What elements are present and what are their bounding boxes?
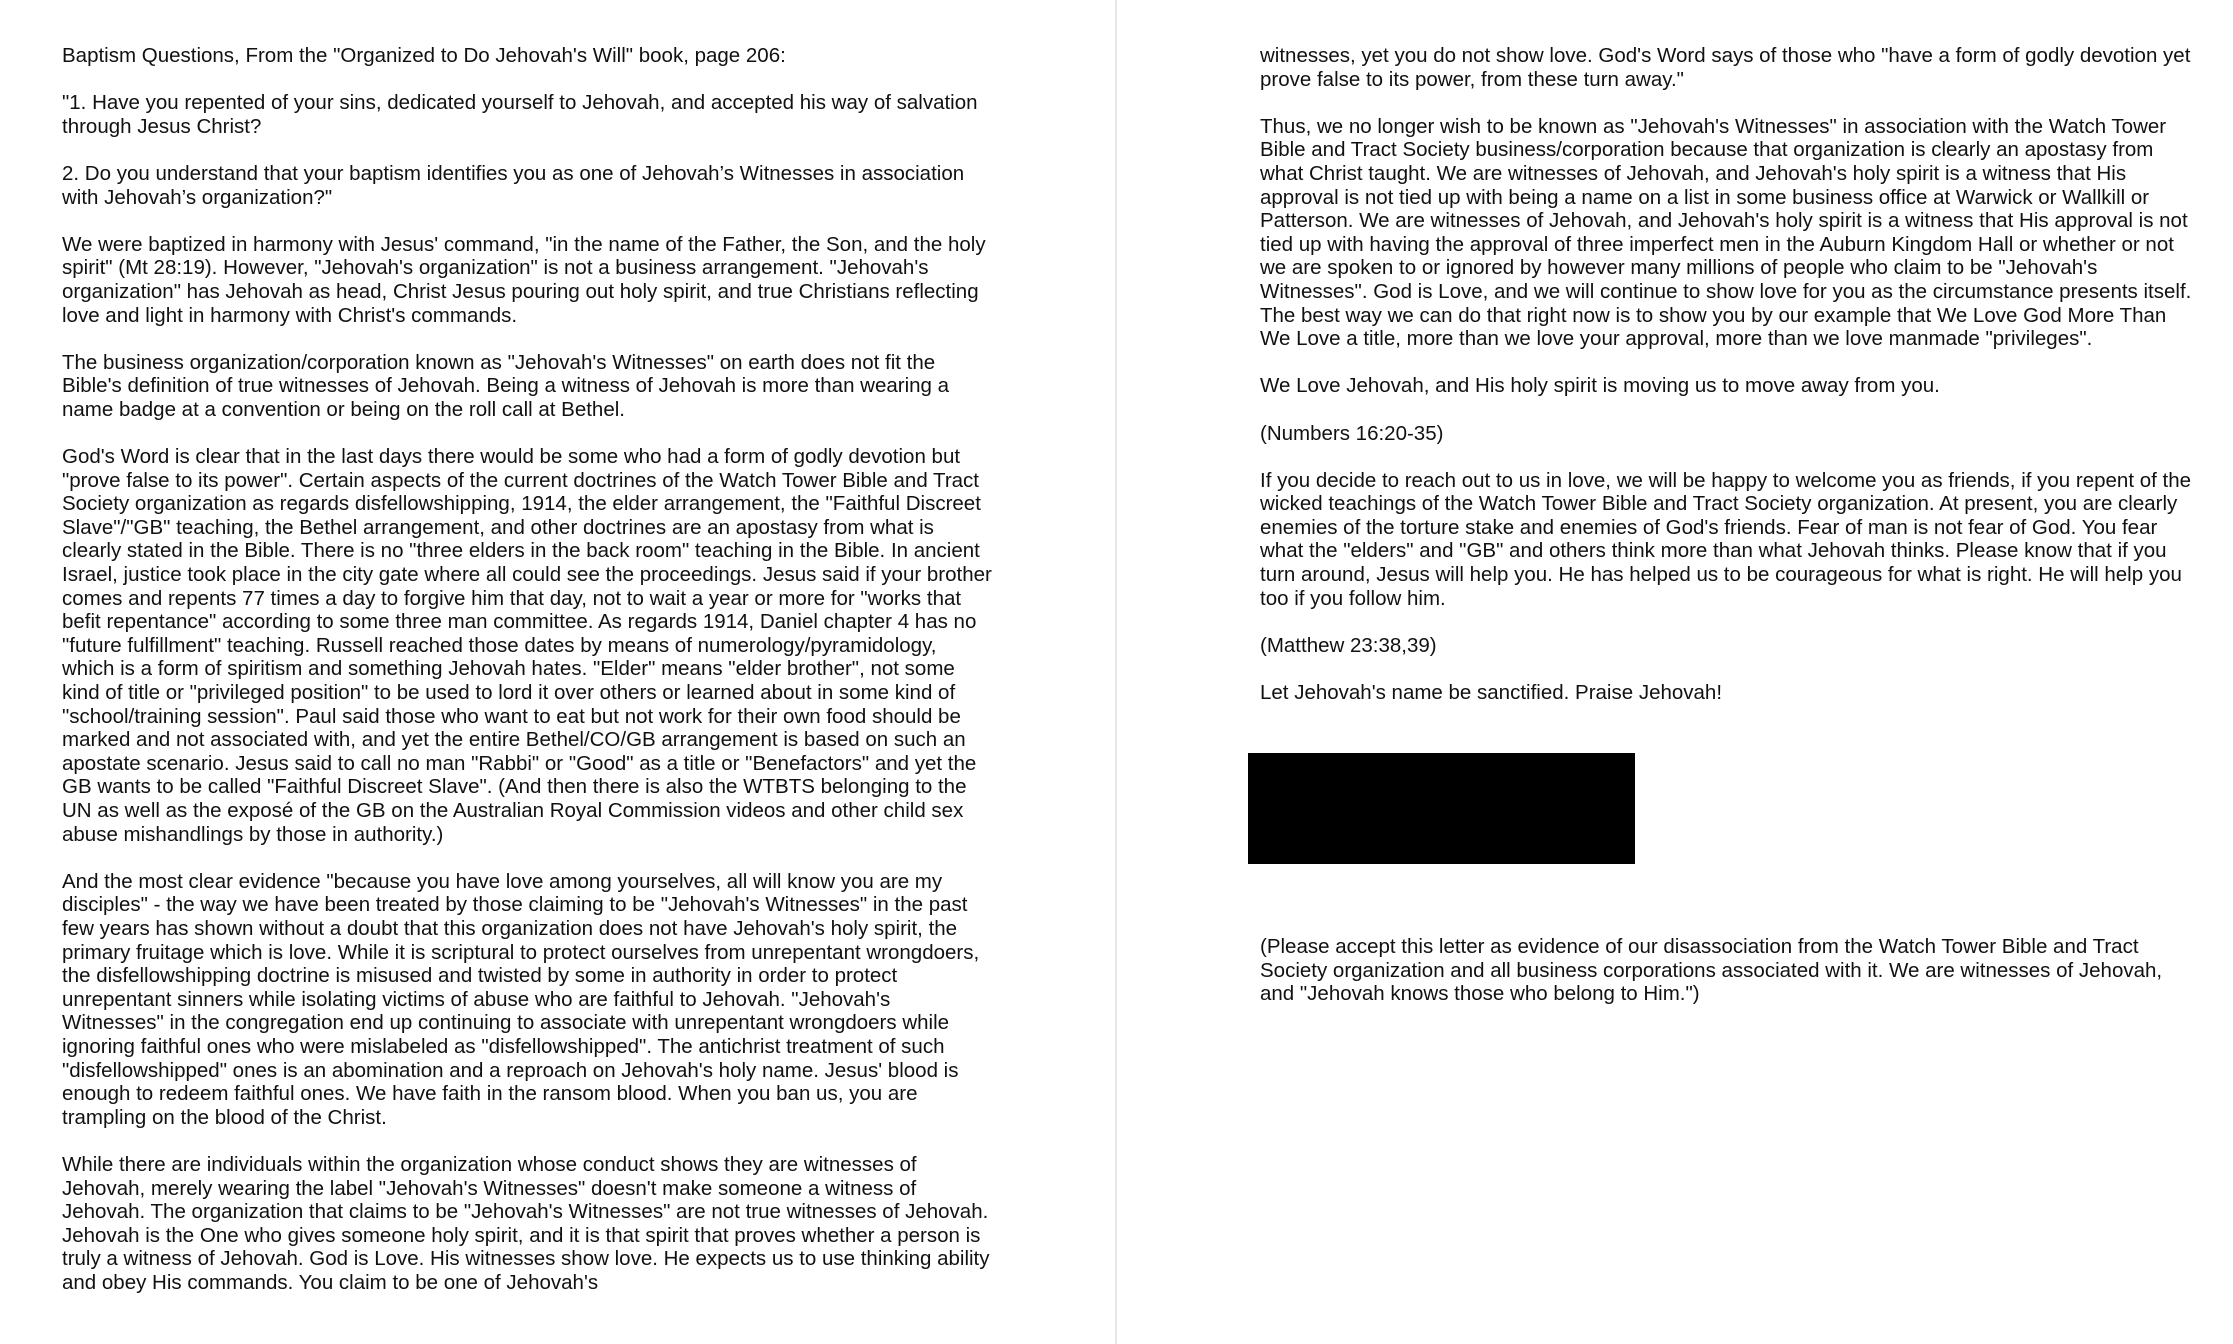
paragraph-thus: Thus, we no longer wish to be known as "Jehovah's Witnesses" in association with the Watch Tower Bible and Tract Society business/corporation because that organization is clearly an apostasy from what Christ taught. We are witnesses of Jehovah, and Jehovah's holy spirit is a witness that His approval is not tied up with being a name on a list in some business office at Warwick or Wallkill or Patterson. We are witnesses of Jehovah, and Jehovah's holy spirit is a witness that His approval is not tied up with having the approval of three imperfect men in the Auburn Kingdom Hall or whether or not we are spoken to or ignored by however many millions of people who claim to be "Jehovah's Witnesses". God is Love, and we will continue to show love for you as the circumstance presents itself. The best way we can do that right now is to show you by our example that We Love God More Than We Love a title, more than we love your approval, more than we love manmade "privileges". (1260, 114, 2192, 351)
baptism-question-2: 2. Do you understand that your baptism identifies you as one of Jehovah’s Witnesses in association with Jehovah’s organization?" (62, 161, 965, 209)
paragraph-business-organization: The business organization/corporation known as "Jehovah's Witnesses" on earth does not fit the Bible's definition of true witnesses of Jehovah. Being a witness of Jehovah is more than wearing a name badge at a convention or being on the roll call at Bethel. (62, 350, 950, 421)
scripture-reference-matthew: (Matthew 23:38,39) (1260, 633, 1437, 657)
right-page (1119, 0, 2233, 1344)
heading-line: Baptism Questions, From the "Organized to Do Jehovah's Will" book, page 206: (62, 44, 786, 67)
paragraph-individuals: While there are individuals within the organization whose conduct shows they are witnesses of Jehovah, merely wearing the label "Jehovah's Witnesses" doesn't make someone a witness of Jehovah. The organization that claims to be "Jehovah's Witnesses" are not true witnesses of Jehovah. Jehovah is the One who gives someone holy spirit, and it is that spirit that proves whether a person is truly a witness of Jehovah. God is Love. His witnesses show love. He expects us to use thinking ability and obey His commands. You claim to be one of Jehovah's (62, 1152, 990, 1294)
paragraph-we-love-jehovah: We Love Jehovah, and His holy spirit is moving us to move away from you. (1260, 374, 1940, 398)
paragraph-clear-evidence: And the most clear evidence "because you have love among yourselves, all will know you are my disciples" - the way we have been treated by those claiming to be "Jehovah's Witnesses" in the past few years has shown without a doubt that this organization does not have Jehovah's holy spirit, the primary fruitage which is love. While it is scriptural to protect ourselves from unrepentant wrongdoers, the disfellowshipping doctrine is misused and twisted by some in authority in order to protect unrepentant sinners while isolating victims of abuse who are faithful to Jehovah. "Jehovah's Witnesses" in the congregation end up continuing to associate with unrepentant wrongdoers while ignoring faithful ones who were mislabeled as "disfellowshipped". The antichrist treatment of such "disfellowshipped" ones is an abomination and a reproach on Jehovah's holy name. Jesus' blood is enough to redeem faithful ones. We have faith in the ransom blood. When you ban us, you are trampling on the blood of the Christ. (62, 869, 980, 1129)
scripture-reference-numbers: (Numbers 16:20-35) (1260, 421, 1444, 445)
disassociation-note: (Please accept this letter as evidence of our disassociation from the Watch Tower Bible and Tract Society organization and all business corporations associated with it. We are witnesses of Jehovah, and "Jehovah knows those who belong to Him.") (1260, 935, 2163, 1006)
right-page-text (1260, 44, 2200, 705)
paragraph-gods-word: God's Word is clear that in the last days there would be some who had a form of godly devotion but "prove false to its power". Certain aspects of the current doctrines of the Watch Tower Bible and Tract Society organization as regards disfellowshipping, 1914, the elder arrangement, the "Faithful Discreet Slave"/"GB" teaching, the Bethel arrangement, and other doctrines are an apostasy from what is clearly stated in the Bible. There is no "three elders in the back room" teaching in the Bible. In ancient Israel, justice took place in the city gate where all could see the proceedings. Jesus said if your brother comes and repents 77 times a day to forgive him that day, not to wait a year or more for "works that befit repentance" according to some three man committee. As regards 1914, Daniel chapter 4 has no "future fulfillment" teaching. Russell reached those dates by means of numerology/pyramidology, which is a form of spiritism and something Jehovah hates. "Elder" means "elder brother", not some kind of title or "privileged position" to be used to lord it over others or learned about in some kind of "school/training session". Paul said those who want to eat but not work for their own food should be marked and not associated with, and yet the entire Bethel/CO/GB arrangement is based on such an apostate scenario. Jesus said to call no man "Rabbi" or "Good" as a title or "Benefactors" and yet the GB wants to be called "Faithful Discreet Slave". (And then there is also the WTBTS belonging to the UN as well as the exposé of the GB on the Australian Royal Commission videos and other child sex abuse mishandlings by those in authority.) (62, 445, 992, 846)
paragraph-sanctified: Let Jehovah's name be sanctified. Praise Jehovah! (1260, 681, 1723, 705)
baptism-question-1: "1. Have you repented of your sins, dedicated yourself to Jehovah, and accepted his way of salvation through Jesus Christ? (62, 91, 978, 138)
paragraph-baptized: We were baptized in harmony with Jesus' command, "in the name of the Father, the Son, and the holy spirit" (Mt 28:19). However, "Jehovah's organization" is not a business arrangement. "Jehovah's organization" has Jehovah as head, Christ Jesus pouring out holy spirit, and true Christians reflecting love and light in harmony with Christ's commands. (62, 232, 986, 327)
paragraph-reach-out: If you decide to reach out to us in love, we will be happy to welcome you as friends, if you repent of the wicked teachings of the Watch Tower Bible and Tract Society organization. At present, you are clearly enemies of the torture stake and enemies of God's friends. Fear of man is not fear of God. You fear what the "elders" and "GB" and others think more than what Jehovah thinks. Please know that if you turn around, Jesus will help you. He has helped us to be courageous for what is right. He will help you too if you follow him. (1260, 468, 2191, 610)
footer-note (1260, 935, 2200, 1006)
redacted-signature-block (1248, 753, 1635, 864)
left-page-text (62, 44, 992, 1294)
paragraph-continuation: witnesses, yet you do not show love. God's Word says of those who "have a form of godly devotion yet prove false to its power, from these turn away." (1260, 44, 2191, 91)
